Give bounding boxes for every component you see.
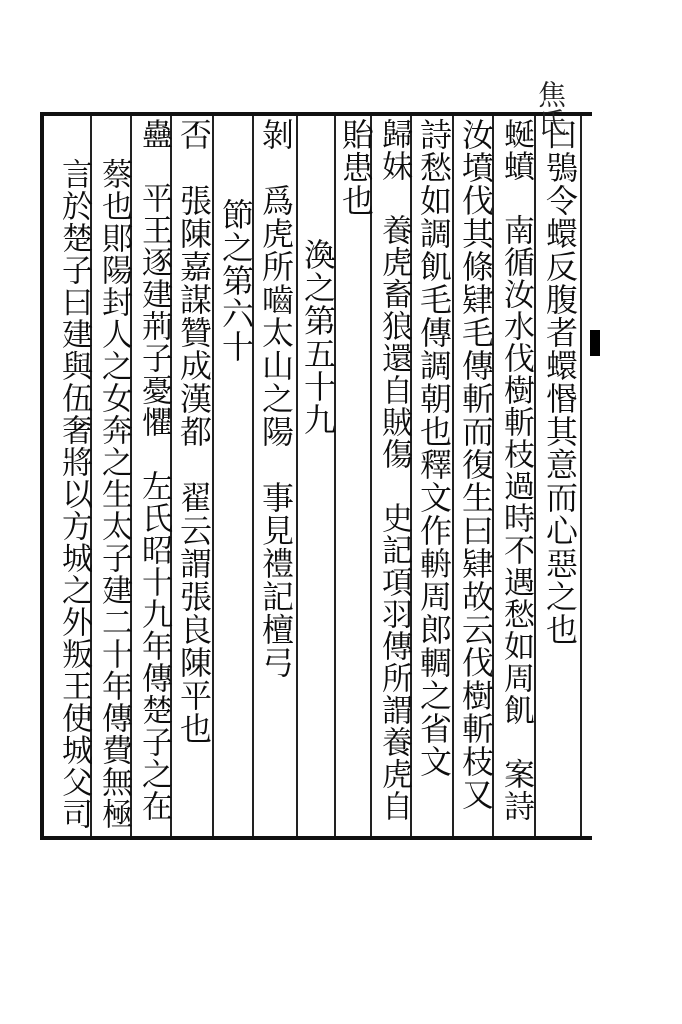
column-rule-6 — [370, 116, 372, 836]
top-border-rule — [40, 112, 592, 116]
column-rule-1 — [580, 116, 582, 836]
text-column-9: 節之第六十 — [217, 198, 255, 363]
text-column-2: 蜒蟦 南循汝水伐樹斬枝過時不遇愁如周飢 案詩 — [498, 118, 534, 822]
text-column-10: 否 張陳嘉謀贊成漢都 翟云謂張良陳平也 — [175, 118, 213, 745]
text-column-6: 貽患也 — [337, 118, 375, 217]
column-rule-8 — [296, 116, 298, 836]
text-column-13: 言於楚子曰建與伍奢將以方城之外叛王使城父司 — [56, 158, 92, 830]
text-column-3: 汝墳伐其條肄毛傳斬而復生曰肄故云伐樹斬枝又 — [457, 118, 495, 811]
text-column-4: 詩愁如調飢毛傳調朝也釋文作輈周郎輖之省文 — [415, 118, 453, 778]
text-column-12: 蔡也郥陽封人之女奔之生太子建二十年傳費無極 — [96, 158, 132, 830]
ink-mark — [590, 330, 600, 356]
margin-fragment: 焦氏 — [534, 80, 567, 136]
text-column-8: 剝 爲虎所嚙太山之陽 事見禮記檀弓 — [257, 118, 295, 679]
text-column-1: 曰鴞令蠉反腹者蠉惽其意而心惡之也 — [541, 118, 579, 646]
left-border-rule — [40, 112, 44, 840]
bottom-border-rule — [40, 836, 592, 840]
text-column-5: 歸妹 養虎畜狼還自賊傷 史記項羽傳所謂養虎自 — [376, 118, 412, 822]
text-column-11: 蠱 平王逐建荊子憂懼 左氏昭十九年傳楚子之在 — [136, 118, 172, 822]
column-rule-7 — [334, 116, 336, 836]
text-column-7: 渙之第五十九 — [299, 238, 337, 436]
